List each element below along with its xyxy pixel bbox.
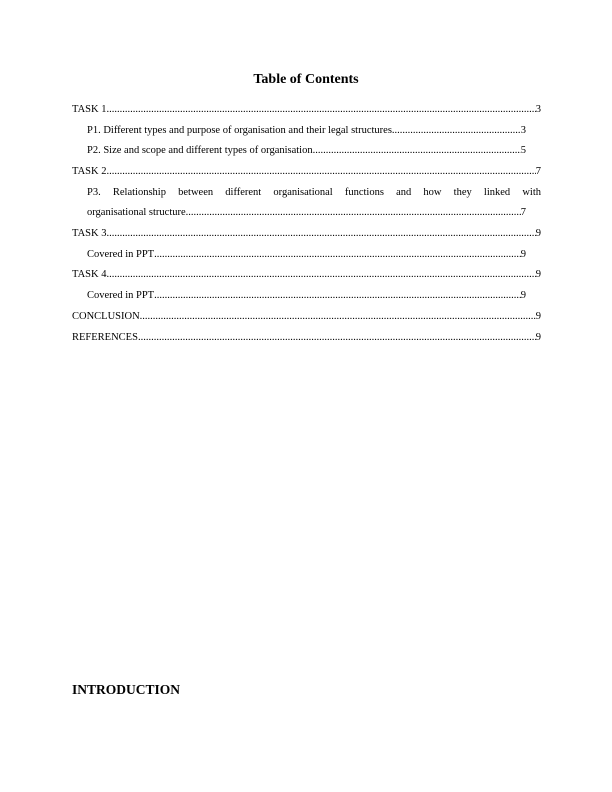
toc-entry-label: TASK 4 bbox=[72, 269, 107, 280]
toc-entry-label: P2. Size and scope and different types of organisation bbox=[87, 145, 313, 156]
toc-entry-label: P1. Different types and purpose of organisation and their legal structures bbox=[87, 125, 392, 136]
toc-entry-p1[interactable] bbox=[87, 124, 526, 138]
toc-entry-label: REFERENCES bbox=[72, 332, 138, 343]
toc-leader-dots bbox=[313, 144, 521, 158]
toc-entry-page: 3 bbox=[520, 125, 526, 136]
toc-title: Table of Contents bbox=[253, 72, 359, 87]
toc-entry-task-1[interactable] bbox=[72, 103, 541, 117]
toc-leader-dots bbox=[392, 124, 521, 138]
toc-entry-label: TASK 1 bbox=[72, 104, 107, 115]
toc-entry-conclusion[interactable] bbox=[72, 310, 541, 324]
toc-entry-label: TASK 2 bbox=[72, 166, 107, 177]
toc-entry-label: TASK 3 bbox=[72, 228, 107, 239]
toc-entry-task-4[interactable] bbox=[72, 268, 541, 282]
toc-leader-dots bbox=[106, 165, 535, 179]
toc-leader-dots bbox=[186, 206, 521, 220]
toc-entry-label: CONCLUSION bbox=[72, 311, 140, 322]
toc-entry-page: 9 bbox=[535, 228, 541, 239]
toc-entry-page: 9 bbox=[535, 332, 541, 343]
toc-entry-label: Covered in PPT bbox=[87, 290, 155, 301]
toc-entry-covered-ppt-1[interactable] bbox=[87, 248, 526, 262]
toc-leader-dots bbox=[154, 248, 521, 262]
toc-entry-page: 9 bbox=[520, 290, 526, 301]
toc-leader-dots bbox=[106, 227, 535, 241]
section-heading-introduction: INTRODUCTION bbox=[72, 682, 181, 697]
toc-leader-dots bbox=[106, 103, 535, 117]
toc-entry-page: 7 bbox=[535, 166, 541, 177]
toc-entry-p2[interactable] bbox=[87, 144, 526, 158]
toc-leader-dots bbox=[154, 289, 521, 303]
toc-entry-page: 9 bbox=[535, 311, 541, 322]
toc-entry-p3[interactable] bbox=[87, 206, 526, 220]
toc-entry-p3-line1[interactable]: P3. Relationship between different organisational functions and how they linked with bbox=[87, 187, 541, 198]
toc-entry-page: 9 bbox=[520, 249, 526, 260]
toc-entry-label: organisational structure bbox=[87, 207, 186, 218]
toc-entry-page: 5 bbox=[520, 145, 526, 156]
toc-entry-label: Covered in PPT bbox=[87, 249, 155, 260]
toc-entry-covered-ppt-2[interactable] bbox=[87, 289, 526, 303]
toc-entry-page: 3 bbox=[535, 104, 541, 115]
toc-entry-task-3[interactable] bbox=[72, 227, 541, 241]
toc-leader-dots bbox=[140, 310, 536, 324]
toc-leader-dots bbox=[138, 331, 536, 345]
toc-entry-page: 9 bbox=[535, 269, 541, 280]
toc-entry-references[interactable] bbox=[72, 331, 541, 345]
toc-entry-page: 7 bbox=[520, 207, 526, 218]
toc-entry-task-2[interactable] bbox=[72, 165, 541, 179]
toc-leader-dots bbox=[106, 268, 535, 282]
